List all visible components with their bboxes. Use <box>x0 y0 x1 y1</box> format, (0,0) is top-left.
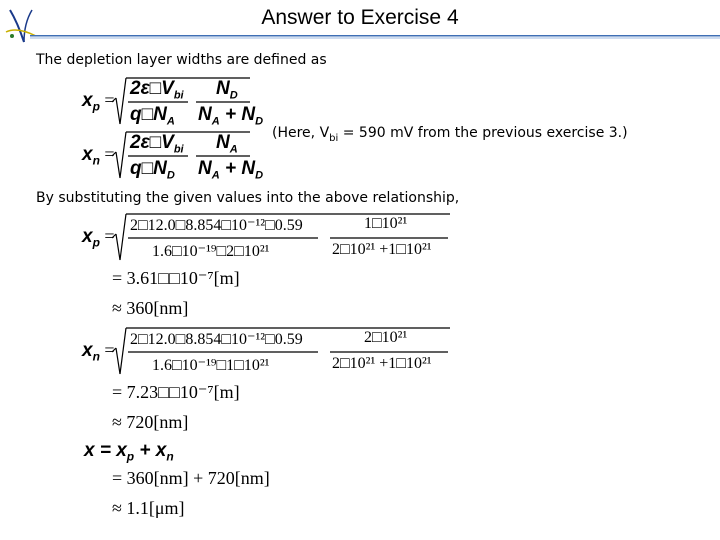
title-rule <box>30 34 720 40</box>
substitute-text: By substituting the given values into the above relationship, <box>36 190 460 206</box>
calc-xp: $x_p$ = 2□12.0□8.854□10⁻¹²□0.59 1.6□10⁻¹⁹□2□10²¹ 1□10²¹ 2□10²¹ +1□10²¹ <box>82 215 432 260</box>
page-title: Answer to Exercise 4 <box>261 6 459 29</box>
calc-xn: $x_n$ = 2□12.0□8.854□10⁻¹²□0.59 1.6□10⁻¹⁹□1□10²¹ 2□10²¹ 2□10²¹ +1□10²¹ <box>82 329 432 374</box>
calc-xn-result-nm: ≈ 720[nm] <box>112 412 189 432</box>
formula-xp: $x_p$ = $2\varepsilon□V_{bi}$ $q□N_A$ $N_D$ $N_A + N_D$ <box>82 78 264 128</box>
formula-xn: $x_n$ = $2\varepsilon□V_{bi}$ $q□N_D$ $N_A$ $N_A + N_D$ <box>82 132 264 182</box>
calc-xp-result-m: = 3.61□□10⁻⁷[m] <box>112 268 240 288</box>
intro-text: The depletion layer widths are defined as <box>36 52 327 68</box>
sum-result: ≈ 1.1[μm] <box>112 498 185 518</box>
sum-definition: $x = x_p + x_n$ <box>84 440 174 464</box>
calc-xn-result-m: = 7.23□□10⁻⁷[m] <box>112 382 240 402</box>
note-text: (Here, $V_{bi} = 590$ mV from the previous exercise 3.) <box>272 125 628 144</box>
sum-values: = 360[nm] + 720[nm] <box>112 468 270 488</box>
calc-xp-result-nm: ≈ 360[nm] <box>112 298 189 318</box>
